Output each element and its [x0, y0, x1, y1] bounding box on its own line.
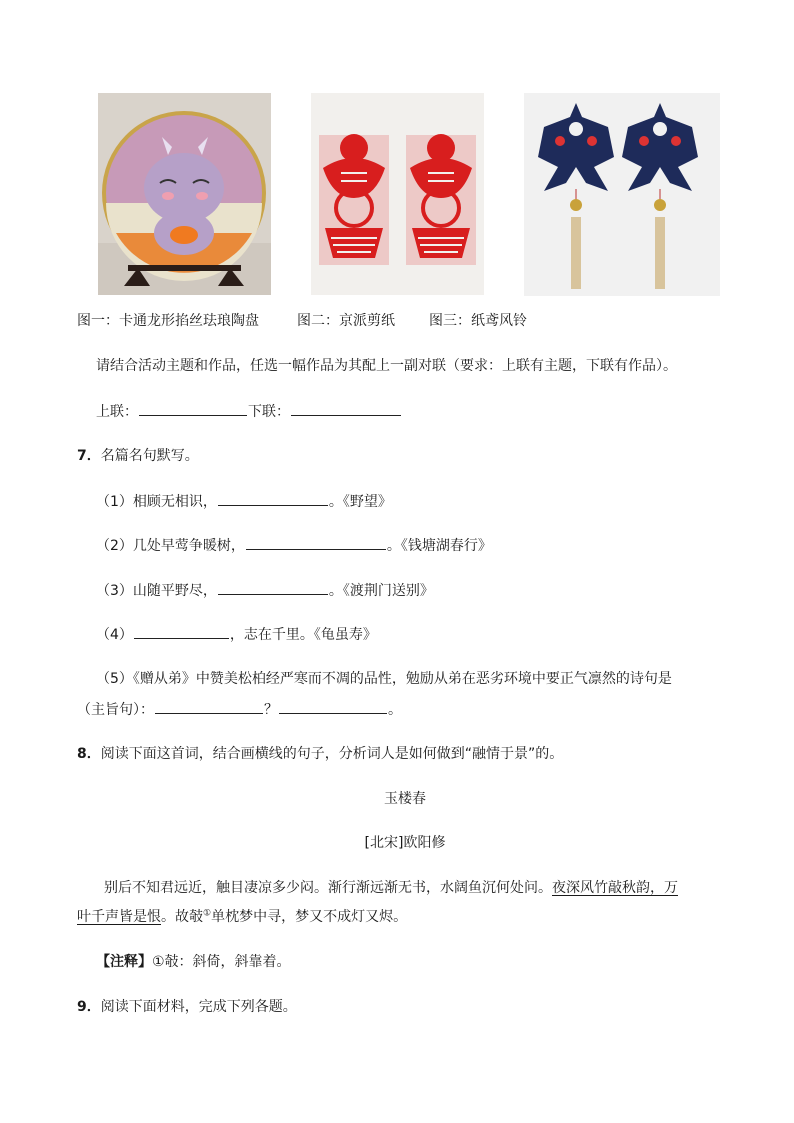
- q8-heading: [77, 743, 563, 763]
- q7-item-5-blank-2[interactable]: [279, 698, 387, 714]
- note-label: 【注释】: [96, 954, 152, 970]
- q7-item-5-line2: [77, 698, 402, 719]
- footnote-marker: ①: [203, 908, 212, 919]
- q7-item-3-source: 。《渡荆门送别》: [328, 583, 434, 599]
- q7-item-5-mid-punct: ？: [264, 702, 278, 718]
- q7-number: 7．: [77, 448, 101, 464]
- q8-number: 8．: [77, 746, 101, 762]
- q7-item-5-line1: （5）《赠从弟》中赞美松柏经严寒而不凋的品性，勉励从弟在恶劣环境中要正气凛然的诗句是: [96, 671, 672, 687]
- caption-fig3: 图三：纸鸢风铃: [429, 313, 527, 329]
- q7-item-2-prompt: （2）几处早莺争暖树，: [96, 538, 245, 554]
- caption-fig1: 图一：卡通龙形掐丝珐琅陶盘: [77, 313, 259, 329]
- q7-item-5-label: （主旨句）：: [77, 702, 154, 718]
- q6-instruction: 请结合活动主题和作品，任选一幅作品为其配上一副对联（要求：上联有主题，下联有作品）。: [96, 358, 677, 374]
- poem-line-2: [77, 906, 407, 926]
- q7-item-3: [96, 579, 434, 600]
- lower-couplet-label: 下联：: [248, 404, 290, 420]
- q9-heading: [77, 996, 297, 1016]
- q9-number: 9．: [77, 999, 101, 1015]
- q7-item-2-source: 。《钱塘湖春行》: [386, 538, 492, 554]
- poem-underlined-sentence-part2: 叶千声皆是恨: [77, 909, 161, 925]
- paper-cut-photo: [311, 93, 484, 295]
- q7-item-4: [96, 623, 377, 644]
- q7-item-4-source: ，志在千里。《龟虽寿》: [229, 627, 377, 643]
- q7-item-5-blank-1[interactable]: [155, 698, 263, 714]
- q9-title: 阅读下面材料，完成下列各题。: [100, 999, 297, 1015]
- lower-couplet-blank[interactable]: [291, 400, 401, 416]
- q6-couplet-line: [96, 400, 402, 421]
- q7-item-2: [96, 534, 492, 555]
- q7-title: 名篇名句默写。: [100, 448, 199, 464]
- cartoon-dragon-enamel-plate-icon: [98, 93, 271, 295]
- q7-heading: [77, 445, 199, 465]
- q7-item-2-blank[interactable]: [246, 534, 386, 550]
- enamel-plate-photo: [98, 93, 271, 295]
- q7-item-1-source: 。《野望》: [328, 494, 392, 510]
- poem-note: [96, 951, 291, 971]
- q7-item-1-prompt: （1）相顾无相识，: [96, 494, 217, 510]
- poem-line-1: [104, 877, 678, 897]
- poem-text-end: 单枕梦中寻，梦又不成灯又烬。: [211, 909, 408, 925]
- red-dragon-paper-cut-icon: [311, 93, 484, 295]
- upper-couplet-blank[interactable]: [139, 400, 247, 416]
- upper-couplet-label: 上联：: [96, 404, 138, 420]
- poem-text-continue: 。故攲: [161, 909, 203, 925]
- poem-author: [北宋]欧阳修: [364, 835, 446, 851]
- note-text: ①攲：斜倚，斜靠着。: [152, 954, 291, 970]
- q7-item-3-prompt: （3）山随平野尽，: [96, 583, 217, 599]
- q7-item-5-end-punct: 。: [388, 702, 402, 718]
- caption-fig2: 图二：京派剪纸: [297, 313, 395, 329]
- q8-title: 阅读下面这首词，结合画横线的句子，分析词人是如何做到“融情于景”的。: [100, 746, 564, 762]
- poem-text-plain: 别后不知君远近，触目凄凉多少闷。渐行渐远渐无书，水阔鱼沉何处问。: [104, 880, 552, 896]
- q7-item-1-blank[interactable]: [218, 490, 328, 506]
- swallow-kite-wind-chime-icon: [524, 93, 720, 296]
- q7-item-4-prompt: （4）: [96, 627, 133, 643]
- q7-item-1: [96, 490, 392, 511]
- kite-windchime-photo: [524, 93, 720, 296]
- poem-title: 玉楼春: [384, 791, 426, 807]
- q7-item-3-blank[interactable]: [218, 579, 328, 595]
- q7-item-4-blank[interactable]: [134, 623, 229, 639]
- poem-underlined-sentence-part1: 夜深风竹敲秋韵，万: [552, 880, 678, 896]
